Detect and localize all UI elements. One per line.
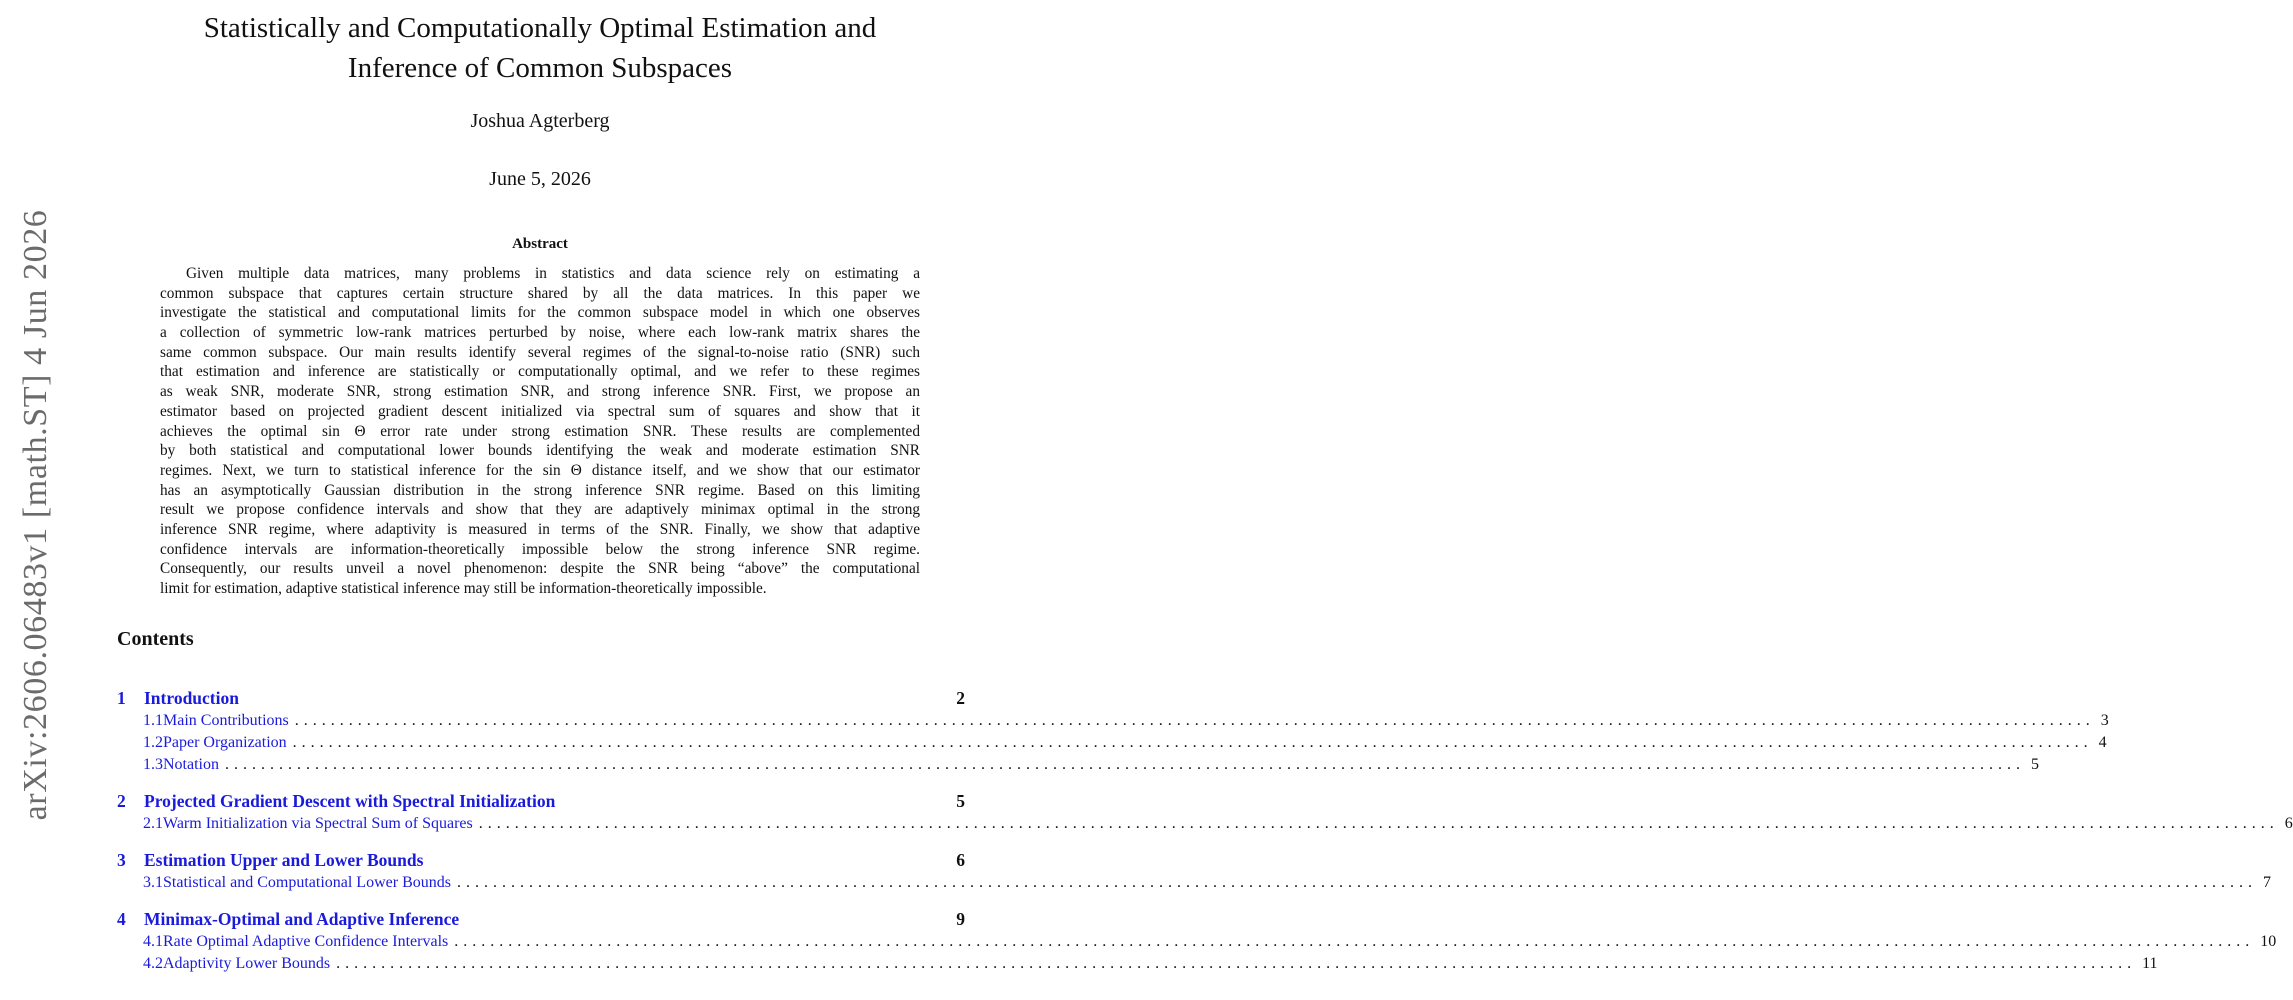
abstract-line: same common subspace. Our main results identify several regimes of the signal-to-noise ratio (SNR) such [160, 343, 920, 361]
toc-subsection-link[interactable] [117, 955, 2158, 977]
toc-section-title: Minimax-Optimal and Adaptive Inference [144, 909, 460, 929]
abstract-body [160, 264, 920, 599]
paper-date: June 5, 2026 [489, 168, 591, 190]
abstract-line: by both statistical and computational lower bounds identifying the weak and moderate estimation SNR [160, 442, 920, 460]
toc-dot-leader: ........................................................................................................................................................................................................ [454, 933, 2255, 950]
toc-subsection-number: 1.3 [143, 756, 163, 773]
abstract-line: Given multiple data matrices, many problems in statistics and data science rely on estimating a [186, 265, 920, 282]
toc-subsection-number: 1.1 [143, 712, 163, 729]
toc-page-number: 3 [2100, 712, 2109, 729]
toc-subsection-number: 1.2 [143, 734, 163, 751]
toc-subsection-title: Paper Organization [163, 734, 287, 751]
toc-section-link[interactable] [117, 688, 965, 712]
toc-page-number: 7 [2262, 874, 2271, 891]
toc-subsection-link[interactable] [117, 874, 2271, 896]
toc-section-number: 1 [117, 688, 126, 708]
toc-page-number: 4 [2098, 734, 2107, 751]
abstract-line: a collection of symmetric low-rank matrices perturbed by noise, where each low-rank matrix shares the [160, 324, 920, 342]
toc-subsection-link[interactable] [117, 815, 2293, 837]
toc-section-link[interactable] [117, 791, 965, 815]
toc-page-number: 2 [956, 688, 965, 708]
toc-subsection-title: Main Contributions [163, 712, 289, 729]
title-line: Statistically and Computationally Optimal Estimation and [203, 12, 877, 44]
title-line: Inference of Common Subspaces [347, 52, 733, 84]
toc-subsection-number: 4.1 [143, 933, 163, 950]
toc-subsection-link[interactable] [117, 933, 2277, 955]
toc-page-number: 5 [2031, 756, 2039, 773]
abstract-line: confidence intervals are information-theoretically impossible below the strong inference SNR regime. [160, 540, 920, 558]
toc-dot-leader: ........................................................................................................................................................................................................ [456, 874, 2257, 891]
abstract-line: estimator based on projected gradient descent initialized via spectral sum of squares and show that it [160, 402, 920, 420]
contents-heading: Contents [117, 628, 194, 650]
author-name: Joshua Agterberg [470, 110, 610, 132]
abstract-line: inference SNR regime, where adaptivity is measured in terms of the SNR. Finally, we show that adaptive [160, 520, 920, 538]
arxiv-identifier-stamp: arXiv:2606.06483v1 [math.ST] 4 Jun 2026 [17, 209, 54, 821]
toc-section-number: 2 [117, 791, 126, 811]
toc-dot-leader: ........................................................................................................................................................................................................ [292, 734, 2093, 751]
toc-dot-leader: ........................................................................................................................................................................................................ [336, 955, 2137, 972]
toc-section-number: 4 [117, 909, 126, 929]
toc-page-number: 5 [956, 791, 965, 811]
abstract-line: investigate the statistical and computational limits for the common subspace model in which one observes [160, 304, 920, 322]
toc-page-number: 10 [2260, 933, 2277, 950]
toc-subsection-number: 2.1 [143, 815, 163, 832]
toc-dot-leader: ........................................................................................................................................................................................................ [294, 712, 2095, 729]
toc-section-title: Projected Gradient Descent with Spectral Initialization [144, 791, 556, 811]
abstract-line: has an asymptotically Gaussian distribution in the strong inference SNR regime. Based on this limiting [160, 481, 920, 499]
abstract-line: regimes. Next, we turn to statistical inference for the sin Θ distance itself, and we show that our estimator [160, 461, 920, 479]
paper-title [120, 8, 960, 88]
toc-dot-leader: ........................................................................................................................................................................................................ [225, 756, 2025, 773]
abstract-line: common subspace that captures certain structure shared by all the data matrices. In this paper we [160, 284, 920, 302]
toc-subsection-link[interactable] [117, 712, 2109, 734]
toc-subsection-number: 4.2 [143, 955, 163, 972]
toc-section-number: 3 [117, 850, 126, 870]
toc-subsection-title: Notation [163, 756, 219, 773]
toc-subsection-number: 3.1 [143, 874, 163, 891]
abstract-line: that estimation and inference are statistically or computationally optimal, and we refer to these regimes [160, 363, 920, 381]
toc-section-title: Estimation Upper and Lower Bounds [144, 850, 424, 870]
toc-page-number: 6 [2284, 815, 2293, 832]
toc-section-link[interactable] [117, 850, 965, 874]
toc-subsection-link[interactable] [117, 734, 2107, 756]
abstract-line: limit for estimation, adaptive statistical inference may still be information-theoretically impossible. [160, 580, 767, 597]
toc-page-number: 9 [956, 909, 965, 929]
table-of-contents [117, 688, 2293, 977]
toc-subsection-title: Rate Optimal Adaptive Confidence Intervals [163, 933, 449, 950]
abstract-heading: Abstract [512, 236, 568, 252]
abstract-line: as weak SNR, moderate SNR, strong estimation SNR, and strong inference SNR. First, we propose an [160, 383, 920, 401]
toc-subsection-title: Adaptivity Lower Bounds [163, 955, 331, 972]
toc-dot-leader: ........................................................................................................................................................................................................ [478, 815, 2279, 832]
toc-page-number: 6 [956, 850, 965, 870]
abstract-line: result we propose confidence intervals and show that they are adaptively minimax optimal in the strong [160, 501, 920, 519]
abstract-line: Consequently, our results unveil a novel phenomenon: despite the SNR being “above” the computational [160, 560, 920, 578]
abstract-line: achieves the optimal sin Θ error rate under strong estimation SNR. These results are complemented [160, 422, 920, 440]
toc-section-link[interactable] [117, 909, 965, 933]
toc-subsection-title: Statistical and Computational Lower Bounds [163, 874, 451, 891]
toc-page-number: 11 [2142, 955, 2158, 972]
toc-subsection-link[interactable] [117, 756, 2039, 778]
toc-section-title: Introduction [144, 688, 239, 708]
toc-subsection-title: Warm Initialization via Spectral Sum of Squares [163, 815, 473, 832]
